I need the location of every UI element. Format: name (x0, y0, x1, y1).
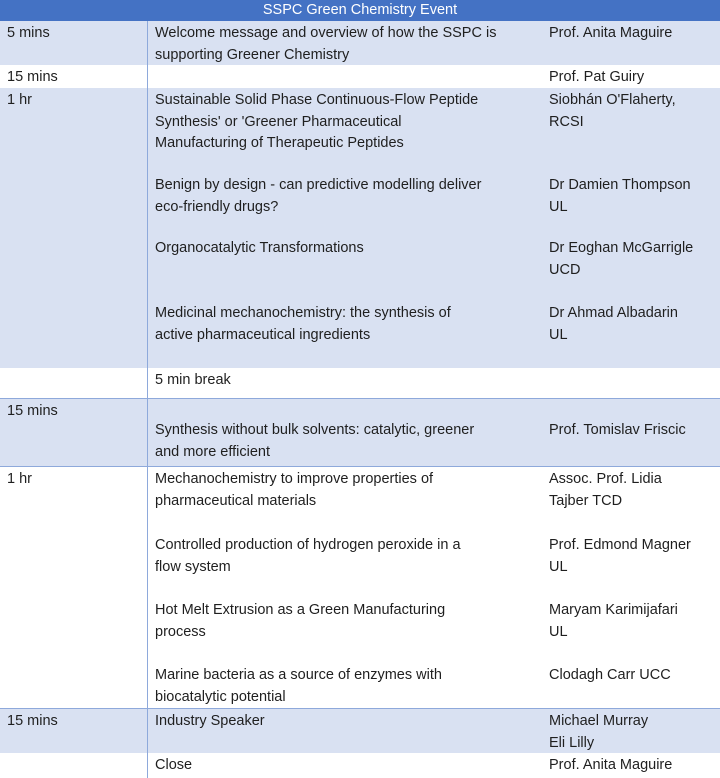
time-cell: 1 hr (0, 88, 148, 368)
topic-cell: Welcome message and overview of how the SSPC is supporting Greener Chemistry (155, 25, 497, 63)
topic-cell: Mechanochemistry to improve properties of pharmaceutical materials Controlled production of hydrogen peroxide in a flow system Hot Melt Extrusion as a Green Manufacturing process Marine bacteria as a source of enzymes with biocatalytic potential (155, 471, 461, 705)
table-row (0, 753, 720, 778)
speaker-cell: Prof. Pat Guiry (549, 69, 645, 85)
topic-cell: Synthesis without bulk solvents: catalytic, greener and more efficient (155, 422, 475, 460)
topic-cell (148, 65, 542, 88)
speaker-cell: Prof. Anita Maguire (549, 25, 673, 41)
time-cell: 1 hr (0, 467, 148, 708)
speaker-cell: Michael Murray Eli Lilly (549, 713, 649, 751)
time-cell: 15 mins (0, 709, 148, 753)
topic-cell: 5 min break (155, 372, 231, 388)
topic-cell: Close (155, 757, 193, 773)
speaker-cell: Prof. Anita Maguire (549, 757, 673, 773)
time-cell: 15 mins (0, 65, 148, 88)
speaker-cell: Prof. Tomislav Friscic (549, 422, 686, 438)
table-title: SSPC Green Chemistry Event (0, 0, 720, 21)
speaker-cell: Assoc. Prof. Lidia Tajber TCD Prof. Edmond Magner UL Maryam Karimijafari UL Clodagh Carr UCC (549, 471, 691, 683)
topic-cell: Sustainable Solid Phase Continuous-Flow Peptide Synthesis' or 'Greener Pharmaceutical Manufacturing of Therapeutic Peptides Benign by design - can predictive modelling deliver eco-friendly drugs? Organocatalytic Transformations Medicinal mechanochemistry: the synthesis of active pharmaceutical ingredients (155, 92, 482, 343)
time-cell (0, 753, 148, 778)
time-cell: 15 mins (0, 399, 148, 466)
speaker-cell (542, 368, 720, 398)
table-row (0, 21, 720, 65)
table-row (0, 466, 720, 708)
table-row (0, 368, 720, 398)
table-row (0, 65, 720, 88)
time-cell: 5 mins (0, 21, 148, 65)
table-row (0, 88, 720, 368)
table-row (0, 398, 720, 466)
time-cell (0, 368, 148, 398)
speaker-cell: Siobhán O'Flaherty, RCSI Dr Damien Thompson UL Dr Eoghan McGarrigle UCD Dr Ahmad Albadarin UL (549, 92, 694, 343)
table-row (0, 708, 720, 753)
topic-cell: Industry Speaker (155, 713, 265, 729)
